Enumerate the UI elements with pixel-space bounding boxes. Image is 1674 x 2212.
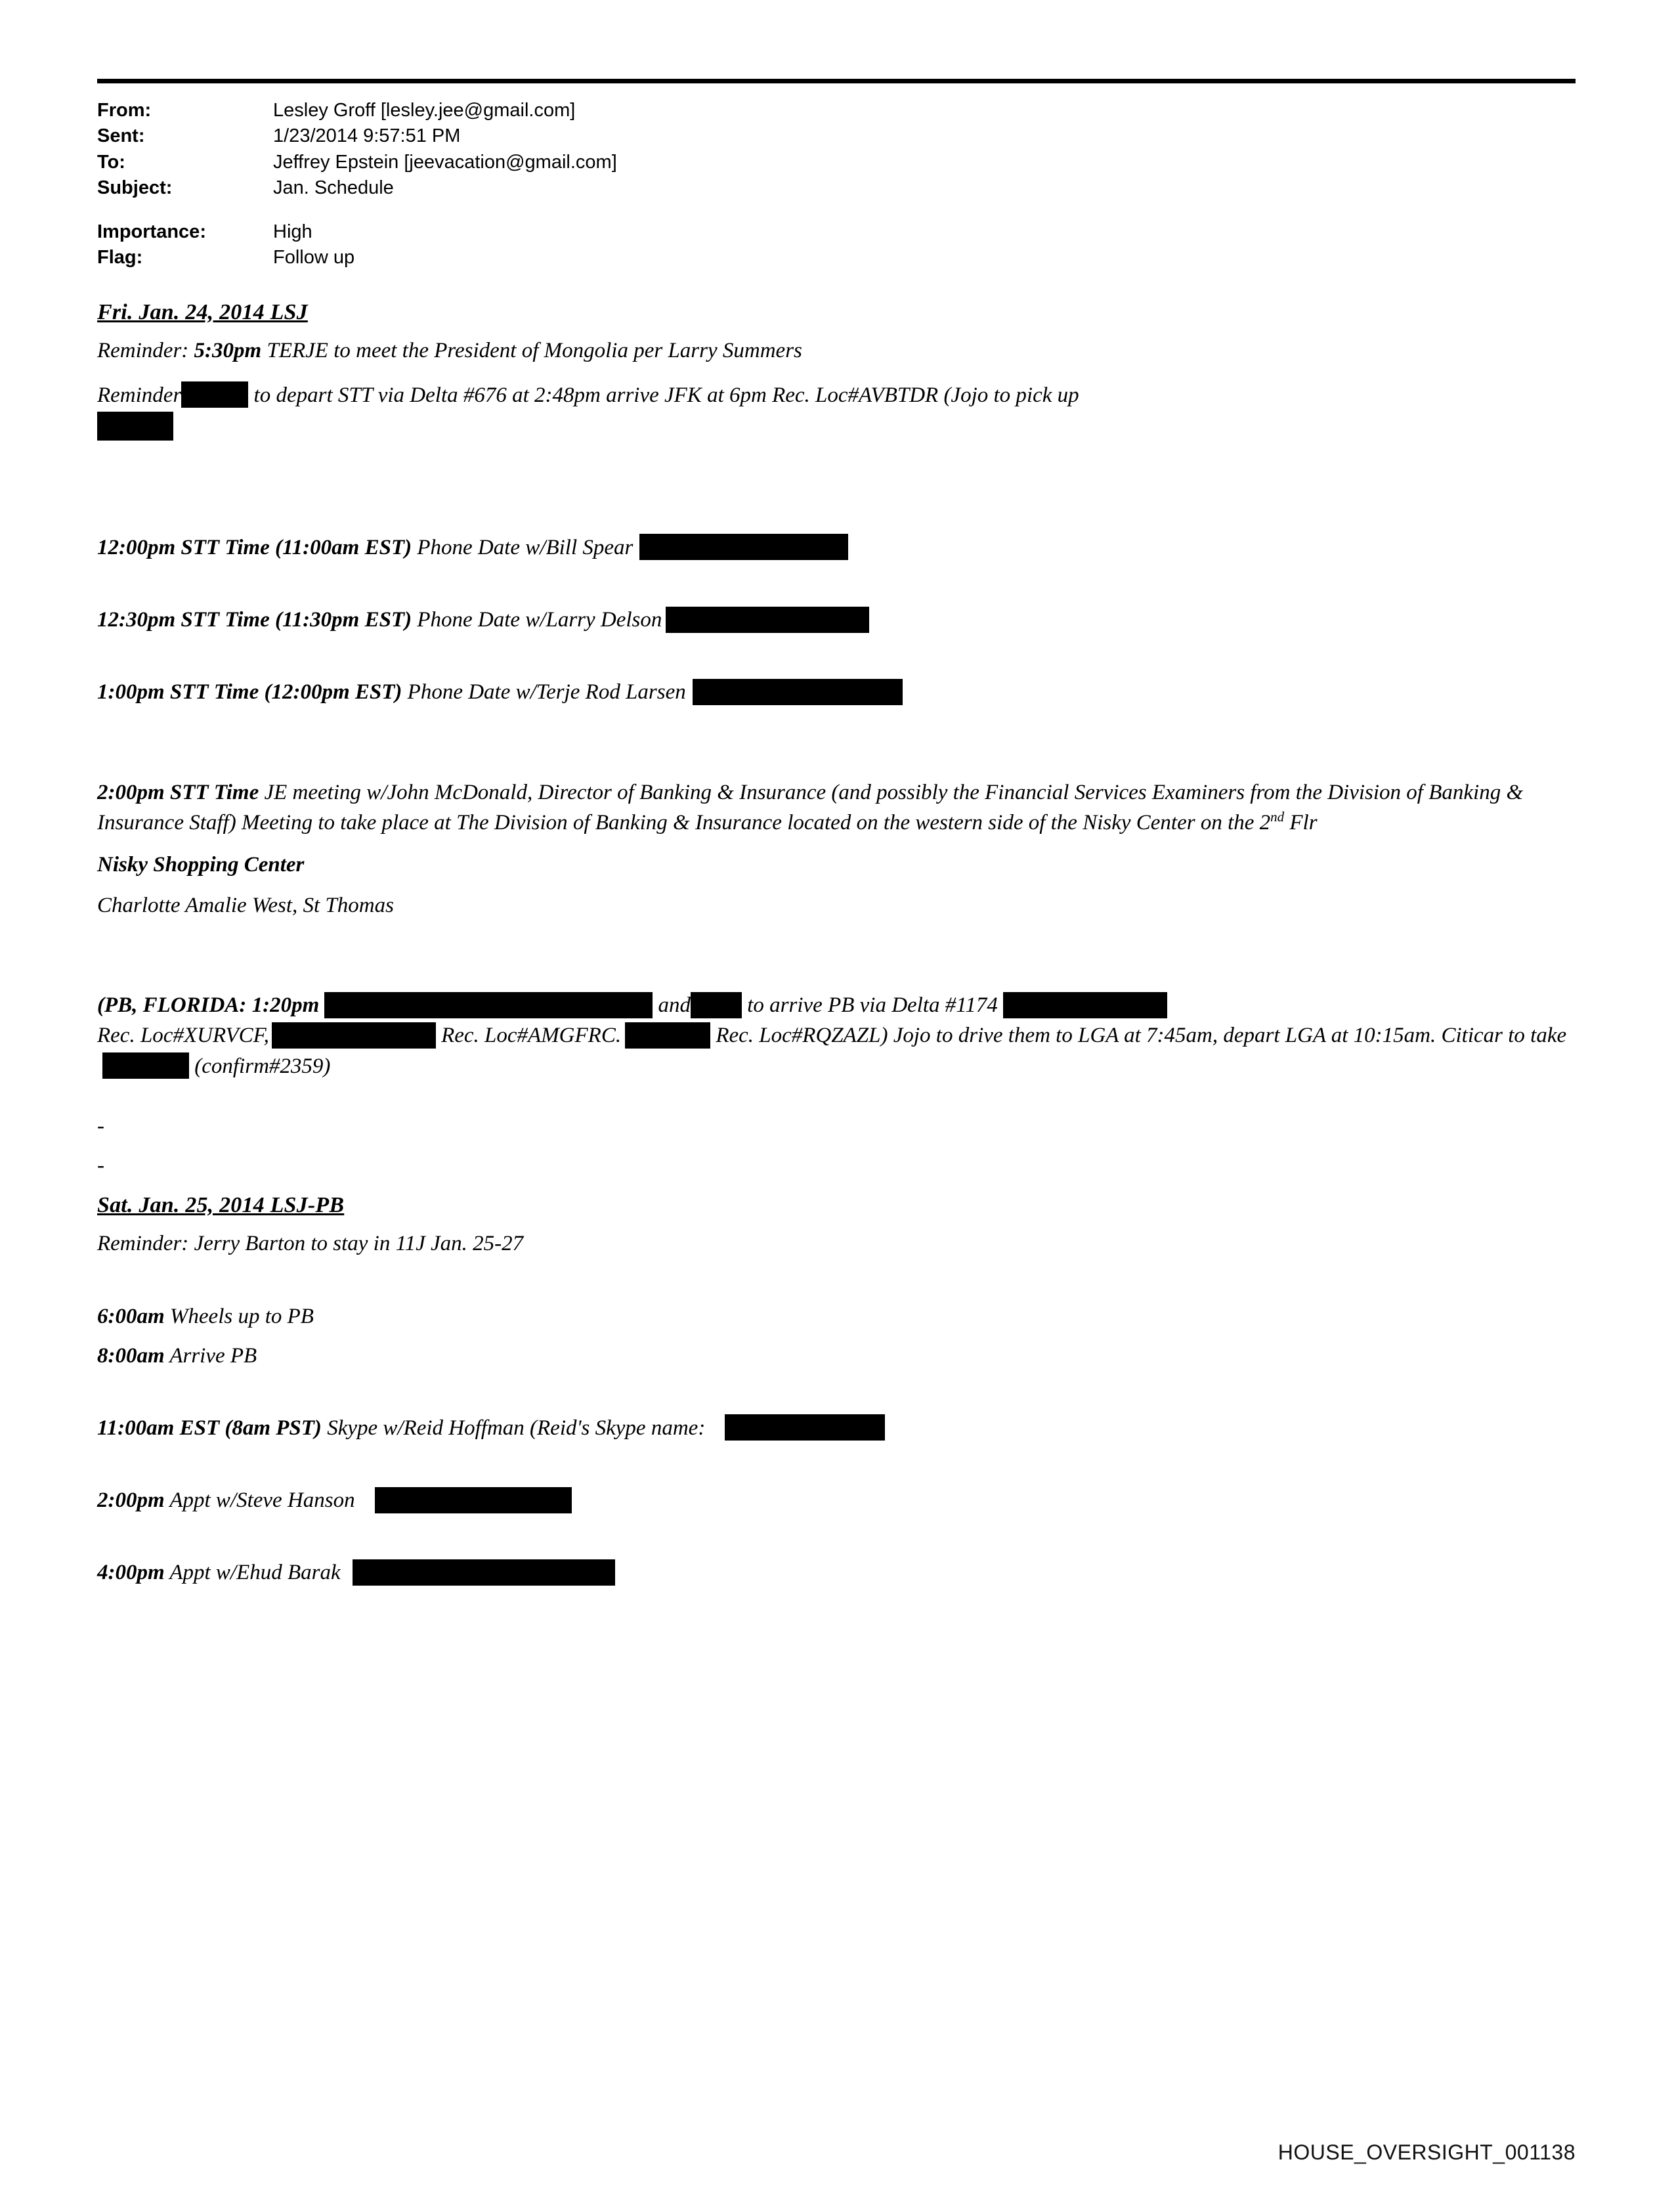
document-content — [97, 79, 1581, 1595]
vertical-spacer — [97, 1266, 1581, 1301]
friday-appointment-3 — [97, 677, 1581, 707]
vertical-spacer — [97, 569, 1581, 605]
reminder-text: TERJE to meet the President of Mongolia per Larry Summers — [267, 338, 802, 362]
bullet-dash-2: - — [97, 1154, 104, 1178]
reminder-text-2: to depart STT via Delta #676 at 2:48pm arrive JFK at 6pm Rec. Loc#AVBTDR (Jojo to pick up — [253, 383, 1079, 407]
saturday-item-5 — [97, 1557, 1581, 1588]
header-row-flag — [97, 245, 617, 271]
reminder-time: 5:30pm — [194, 338, 262, 362]
vertical-spacer — [97, 1377, 1581, 1413]
item-text: Wheels up to PB — [169, 1304, 314, 1328]
header-spacer-row — [97, 201, 617, 219]
header-value-flag: Follow up — [273, 247, 355, 269]
item-text: Skype w/Reid Hoffman (Reid's Skype name: — [327, 1416, 706, 1440]
day-heading-friday: Fri. Jan. 24, 2014 LSJ — [97, 299, 308, 324]
pb-conjunction: and — [658, 993, 691, 1018]
appointment-time: 12:30pm STT Time (11:30pm EST) — [97, 608, 412, 632]
vertical-spacer — [97, 927, 1581, 990]
saturday-reminder: Reminder: Jerry Barton to stay in 11J Jan. 25-27 — [97, 1232, 524, 1256]
friday-pb-florida-block — [97, 990, 1581, 1081]
vertical-spacer — [97, 714, 1581, 777]
reminder-label-2: Reminder — [97, 383, 182, 407]
header-label-to: To: — [97, 151, 125, 173]
vertical-spacer — [97, 641, 1581, 677]
venue-name-text: Nisky Shopping Center — [97, 852, 305, 877]
header-value-subject: Jan. Schedule — [273, 177, 394, 198]
item-text: Appt w/Steve Hanson — [169, 1488, 355, 1513]
item-time: 6:00am — [97, 1304, 165, 1328]
header-label-subject: Subject: — [97, 177, 173, 198]
bullet-dash-1: - — [97, 1114, 104, 1138]
saturday-item-4 — [97, 1485, 1581, 1515]
venue-address: Charlotte Amalie West, St Thomas — [97, 894, 394, 918]
friday-appointment-1 — [97, 532, 1581, 563]
header-label-importance: Importance: — [97, 221, 206, 243]
appointment-time: 1:00pm STT Time (12:00pm EST) — [97, 680, 402, 705]
redaction-bar — [272, 1022, 436, 1049]
redaction-bar — [102, 1052, 189, 1079]
ordinal-suffix: nd — [1270, 808, 1285, 825]
venue-name — [97, 850, 1581, 880]
email-header-table — [97, 98, 617, 271]
header-label-flag: Flag: — [97, 247, 143, 269]
header-value-sent: 1/23/2014 9:57:51 PM — [273, 125, 461, 147]
pb-text-4: Rec. Loc#RQZAZL) Jojo to drive them to LGA at 7:45am, depart LGA at 10:15am. Citicar to take — [716, 1024, 1567, 1048]
friday-reminder-2 — [97, 380, 1581, 441]
header-value-to: Jeffrey Epstein [jeevacation@gmail.com] — [273, 151, 617, 173]
appointment-time: 2:00pm STT Time — [97, 780, 259, 804]
redaction-bar — [353, 1559, 615, 1586]
item-time: 2:00pm — [97, 1488, 165, 1513]
vertical-spacer — [97, 1450, 1581, 1485]
appointment-text: Phone Date w/Larry Delson — [417, 608, 662, 632]
pb-text-1: to arrive PB via Delta #1174 — [747, 993, 998, 1018]
friday-reminder-1 — [97, 336, 1581, 366]
appointment-text: Phone Date w/Bill Spear — [417, 535, 633, 559]
header-label-from: From: — [97, 100, 152, 121]
saturday-item-3 — [97, 1413, 1581, 1443]
header-value-from: Lesley Groff [lesley.jee@gmail.com] — [273, 100, 576, 121]
item-time: 8:00am — [97, 1343, 165, 1368]
vertical-spacer — [97, 447, 1581, 532]
item-text: Arrive PB — [169, 1343, 257, 1368]
redaction-bar — [666, 607, 869, 633]
redaction-bar — [1003, 992, 1167, 1018]
vertical-spacer — [97, 1522, 1581, 1557]
header-row-from — [97, 98, 617, 123]
header-row-to — [97, 150, 617, 175]
header-label-sent: Sent: — [97, 125, 145, 147]
redaction-bar — [725, 1414, 885, 1441]
header-row-sent — [97, 123, 617, 149]
day-heading-saturday: Sat. Jan. 25, 2014 LSJ-PB — [97, 1193, 345, 1218]
item-time: 4:00pm — [97, 1561, 165, 1585]
saturday-item-2 — [97, 1341, 1581, 1371]
item-text: Appt w/Ehud Barak — [169, 1561, 341, 1585]
redaction-bar — [375, 1487, 572, 1513]
appointment-text: JE meeting w/John McDonald, Director of Banking & Insurance (and possibly the Financial Services Examiners from the Division of Banking & Insurance Staff) Meeting to take place at The Division of Banking & Insurance located on the western side of the Nisky Center on the 2 — [97, 780, 1524, 835]
redaction-bar — [324, 992, 653, 1018]
appointment-text-tail: Flr — [1284, 810, 1318, 835]
pb-text-5: (confirm#2359) — [194, 1054, 331, 1078]
pb-text-3: Rec. Loc#AMGFRC. — [441, 1024, 622, 1048]
redaction-bar — [97, 412, 173, 441]
redaction-bar — [625, 1022, 710, 1049]
item-time: 11:00am EST (8am PST) — [97, 1416, 322, 1440]
friday-appointment-4 — [97, 777, 1581, 838]
header-row-importance — [97, 219, 617, 245]
reminder-label: Reminder: — [97, 338, 189, 362]
header-value-importance: High — [273, 221, 312, 243]
bates-number: HOUSE_OVERSIGHT_001138 — [1277, 2140, 1576, 2164]
redaction-bar — [639, 534, 848, 560]
header-divider-rule — [97, 79, 1576, 83]
redaction-bar — [181, 381, 248, 408]
redaction-bar — [693, 679, 903, 705]
header-row-subject — [97, 175, 617, 201]
appointment-time: 12:00pm STT Time (11:00am EST) — [97, 535, 412, 559]
friday-appointment-2 — [97, 605, 1581, 635]
saturday-item-1 — [97, 1301, 1581, 1332]
appointment-text: Phone Date w/Terje Rod Larsen — [407, 680, 686, 705]
pb-text-2: Rec. Loc#XURVCF, — [97, 1024, 269, 1048]
pb-lead-text: (PB, FLORIDA: 1:20pm — [97, 993, 320, 1018]
redaction-bar — [691, 992, 742, 1018]
